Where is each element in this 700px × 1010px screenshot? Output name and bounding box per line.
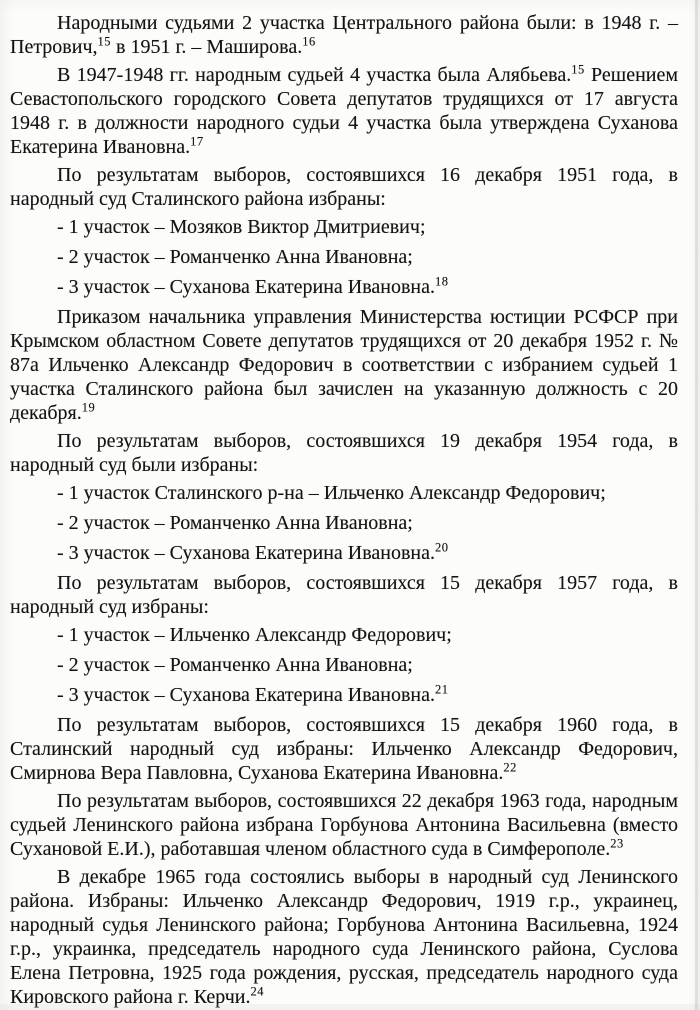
paragraph: По результатам выборов, состоявшихся 22 декабря 1963 года, народным судьей Ленинского района избрана Горбунова Антонина Васильевна (вместо Сухановой Е.И.), работавшая членом областного суда в Симферополе.$^{23}$: [10, 790, 678, 860]
paragraph: По результатам выборов, состоявшихся 15 декабря 1960 года, в Сталинский народный суд избраны: Ильченко Александр Федорович, Смирнова Вера Павловна, Суханова Екатерина Ивановна.$^{22}$: [10, 714, 678, 784]
footnote-ref: 22: [503, 760, 517, 775]
paragraph: Приказом начальника управления Министерства юстиции РСФСР при Крымском областном Совете депутатов трудящихся от 20 декабря 1952 г. № 87а Ильченко Александр Федорович в соответствии с избранием судьей 1 участка Сталинского района был зачислен на указанную должность с 20 декабря.$^{19}$: [10, 306, 678, 424]
list-item: - 3 участок – Суханова Екатерина Ивановна.$^{21}$: [57, 682, 449, 706]
list-item: - 1 участок – Ильченко Александр Федорович;: [57, 624, 452, 646]
list-item: - 3 участок – Суханова Екатерина Ивановна.$^{18}$: [57, 274, 449, 298]
paragraph: В декабре 1965 года состоялись выборы в народный суд Ленинского района. Избраны: Ильченко Александр Федорович, 1919 г.р., украинец, народный судья Ленинского района; Горбунова Антонина Васильевна, 1924 г.р., украинка, председатель народного суда Ленинского района, Суслова Елена Петровна, 1925 года рождения, русская, председатель народного суда Кировского района г. Керчи.$^{24}$: [10, 866, 678, 1008]
list-item: - 3 участок – Суханова Екатерина Ивановна.$^{20}$: [57, 540, 449, 564]
footnote-ref: 15: [97, 34, 112, 49]
footnote-ref: 16: [302, 34, 316, 49]
scan-artifact-right: [695, 0, 698, 1010]
footnote-ref: 19: [81, 400, 96, 415]
footnote-ref: 17: [190, 134, 204, 149]
footnote-ref: 23: [610, 836, 624, 851]
paragraph: По результатам выборов, состоявшихся 15 декабря 1957 года, в народный суд избраны:: [10, 572, 678, 618]
footnote-ref: 24: [250, 984, 264, 999]
list-item: - 2 участок – Романченко Анна Ивановна;: [57, 654, 413, 676]
document-content: [10, 11, 678, 1009]
paragraph: По результатам выборов, состоявшихся 16 декабря 1951 года, в народный суд Сталинского района избраны:: [10, 164, 678, 210]
paragraph: По результатам выборов, состоявшихся 19 декабря 1954 года, в народный суд были избраны:: [10, 430, 678, 476]
footnote-ref: 15: [571, 62, 585, 77]
list-item: - 1 участок Сталинского р-на – Ильченко Александр Федорович;: [57, 482, 606, 504]
footnote-ref: 20: [435, 540, 449, 555]
footnote-ref: 21: [435, 682, 449, 697]
paragraph: Народными судьями 2 участка Центрального района были: в 1948 г. – Петрович,$^{15}$ в 1951 г. – Маширова.$^{16}$: [10, 12, 678, 58]
list-item: - 2 участок – Романченко Анна Ивановна;: [57, 512, 413, 534]
paragraph: В 1947-1948 гг. народным судьей 4 участка была Алябьева.$^{15}$ Решением Севастопольского городского Совета депутатов трудящихся от 17 августа 1948 г. в должности народного судьи 4 участка была утверждена Суханова Екатерина Ивановна.$^{17}$: [10, 62, 679, 158]
list-item: - 1 участок – Мозяков Виктор Дмитриевич;: [57, 216, 426, 238]
footnote-ref: 18: [435, 274, 449, 289]
list-item: - 2 участок – Романченко Анна Ивановна;: [57, 246, 413, 268]
